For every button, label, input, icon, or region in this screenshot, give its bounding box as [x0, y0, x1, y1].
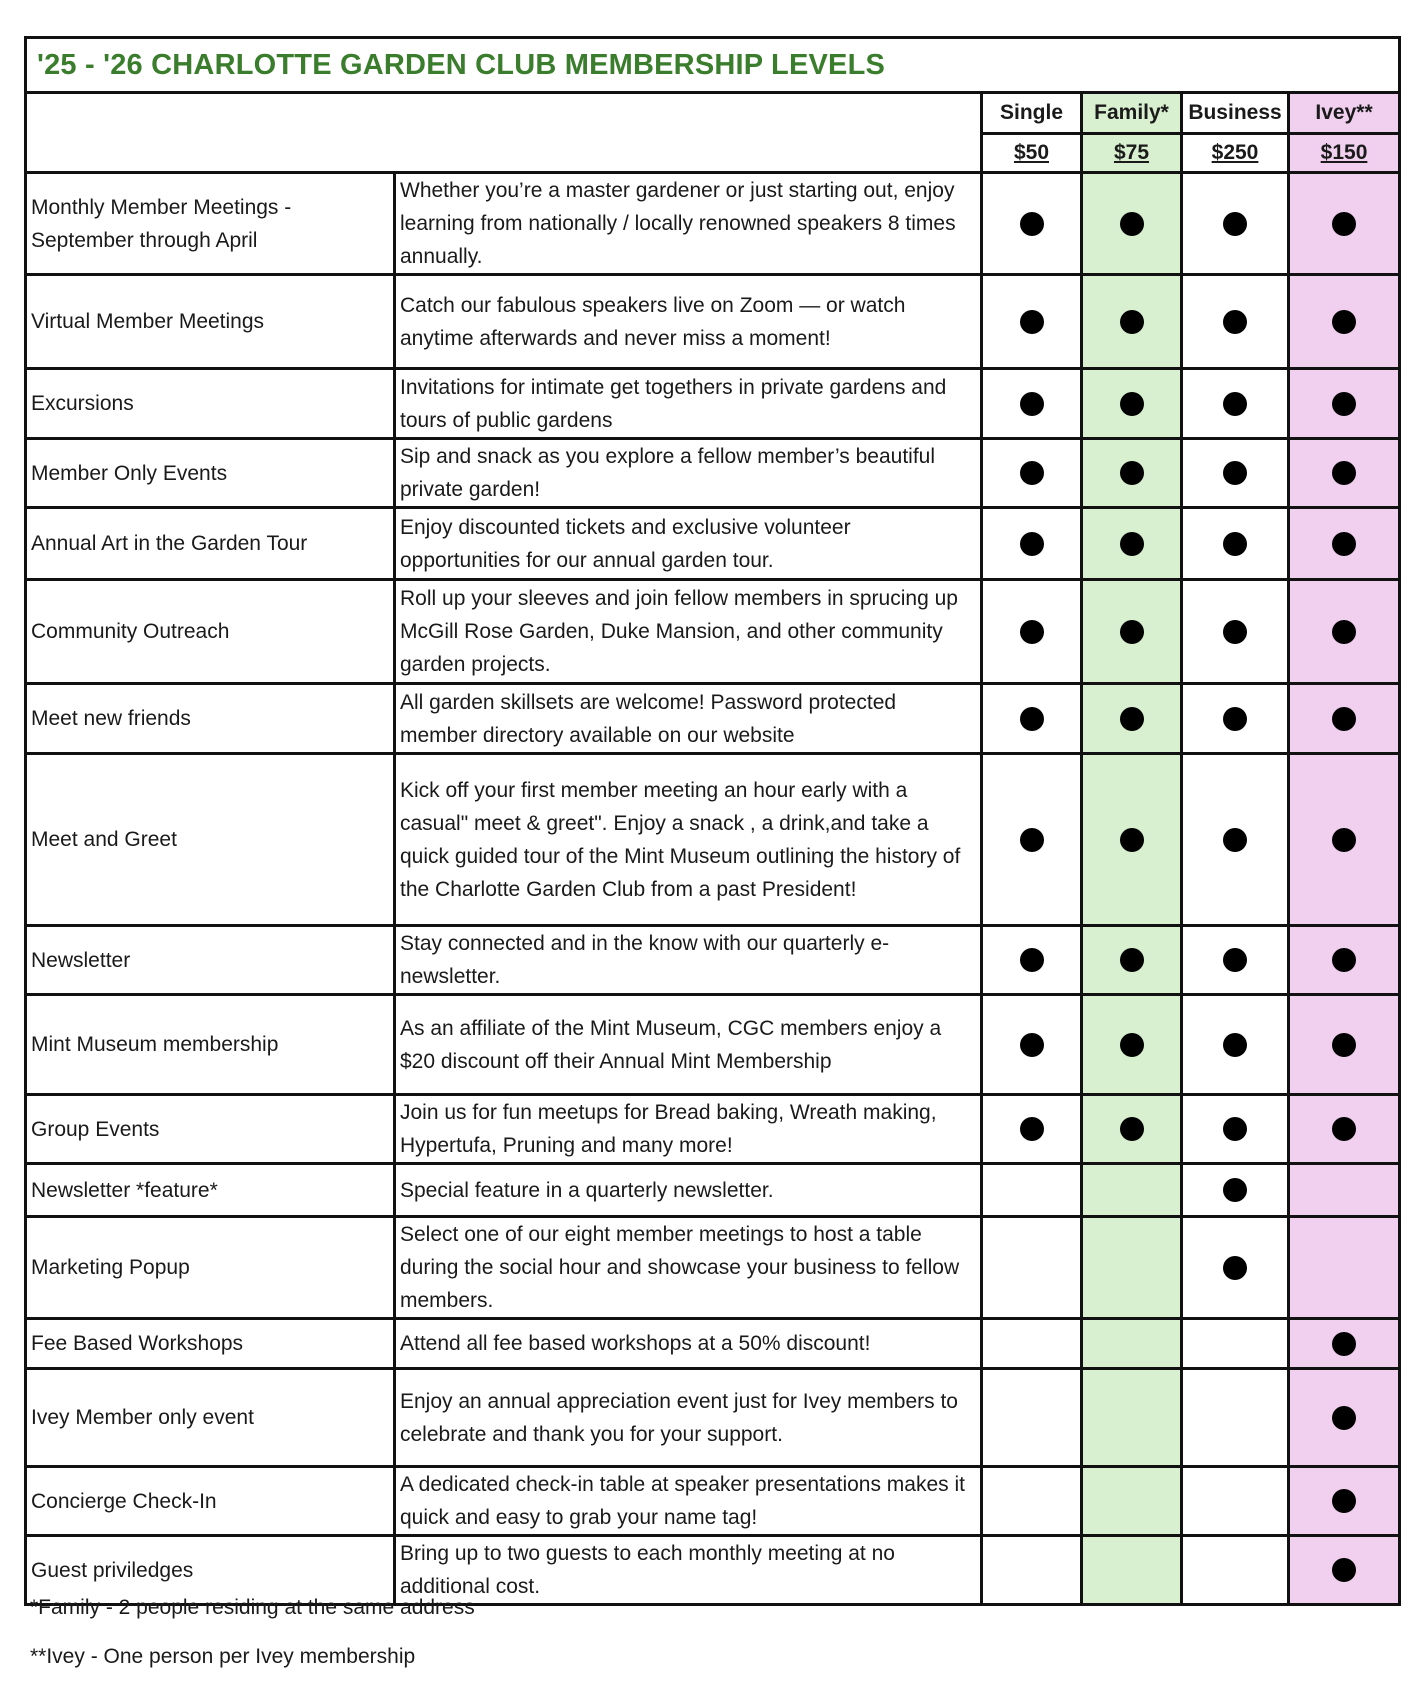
- included-dot-icon: [1332, 707, 1356, 731]
- table-row: [26, 926, 1400, 995]
- family-benefit-cell: [1082, 580, 1182, 684]
- single-benefit-cell: [982, 1217, 1082, 1319]
- single-benefit-cell: [982, 754, 1082, 926]
- feature-description: Roll up your sleeves and join fellow members in sprucing up McGill Rose Garden, Duke Mansion, and other community garden projects.: [395, 580, 982, 684]
- family-benefit-cell: [1082, 1095, 1182, 1164]
- included-dot-icon: [1120, 1117, 1144, 1141]
- family-benefit-cell: [1082, 439, 1182, 508]
- single-benefit-cell: [982, 926, 1082, 995]
- family-benefit-cell: [1082, 926, 1182, 995]
- single-benefit-cell: [982, 580, 1082, 684]
- level-single-name: Single: [982, 93, 1082, 134]
- level-business-name: Business: [1182, 93, 1289, 134]
- included-dot-icon: [1020, 948, 1044, 972]
- included-dot-icon: [1020, 1033, 1044, 1057]
- business-benefit-cell: [1182, 1164, 1289, 1217]
- business-benefit-cell: [1182, 1536, 1289, 1605]
- business-benefit-cell: [1182, 173, 1289, 275]
- family-benefit-cell: [1082, 508, 1182, 580]
- feature-name: Marketing Popup: [26, 1217, 395, 1319]
- family-benefit-cell: [1082, 1467, 1182, 1536]
- feature-description: Enjoy discounted tickets and exclusive volunteer opportunities for our annual garden tour.: [395, 508, 982, 580]
- business-benefit-cell: [1182, 995, 1289, 1095]
- included-dot-icon: [1120, 212, 1144, 236]
- included-dot-icon: [1223, 532, 1247, 556]
- table-row: [26, 1467, 1400, 1536]
- feature-description: Catch our fabulous speakers live on Zoom — or watch anytime afterwards and never miss a moment!: [395, 275, 982, 369]
- feature-name: Newsletter *feature*: [26, 1164, 395, 1217]
- family-benefit-cell: [1082, 275, 1182, 369]
- included-dot-icon: [1223, 620, 1247, 644]
- included-dot-icon: [1332, 1489, 1356, 1513]
- membership-sheet: [24, 36, 1398, 1606]
- included-dot-icon: [1120, 532, 1144, 556]
- ivey-benefit-cell: [1289, 1217, 1400, 1319]
- ivey-benefit-cell: [1289, 439, 1400, 508]
- business-benefit-cell: [1182, 439, 1289, 508]
- included-dot-icon: [1223, 1178, 1247, 1202]
- level-ivey-price: $150: [1289, 134, 1400, 173]
- included-dot-icon: [1332, 212, 1356, 236]
- included-dot-icon: [1223, 948, 1247, 972]
- feature-description: Enjoy an annual appreciation event just for Ivey members to celebrate and thank you for your support.: [395, 1369, 982, 1467]
- family-benefit-cell: [1082, 1217, 1182, 1319]
- feature-description: Invitations for intimate get togethers in private gardens and tours of public gardens: [395, 369, 982, 439]
- business-benefit-cell: [1182, 1095, 1289, 1164]
- ivey-benefit-cell: [1289, 754, 1400, 926]
- business-benefit-cell: [1182, 754, 1289, 926]
- business-benefit-cell: [1182, 1369, 1289, 1467]
- ivey-benefit-cell: [1289, 508, 1400, 580]
- included-dot-icon: [1223, 392, 1247, 416]
- family-benefit-cell: [1082, 369, 1182, 439]
- included-dot-icon: [1020, 310, 1044, 334]
- footnote-family: *Family - 2 people residing at the same address: [30, 1596, 475, 1619]
- single-benefit-cell: [982, 1369, 1082, 1467]
- included-dot-icon: [1332, 1117, 1356, 1141]
- included-dot-icon: [1332, 310, 1356, 334]
- business-benefit-cell: [1182, 369, 1289, 439]
- feature-name: Concierge Check-In: [26, 1467, 395, 1536]
- business-benefit-cell: [1182, 275, 1289, 369]
- ivey-benefit-cell: [1289, 684, 1400, 754]
- included-dot-icon: [1120, 461, 1144, 485]
- feature-name: Mint Museum membership: [26, 995, 395, 1095]
- table-row: [26, 275, 1400, 369]
- level-business-price: $250: [1182, 134, 1289, 173]
- included-dot-icon: [1332, 1033, 1356, 1057]
- family-benefit-cell: [1082, 684, 1182, 754]
- ivey-benefit-cell: [1289, 1536, 1400, 1605]
- table-row: [26, 1164, 1400, 1217]
- page-title: '25 - '26 CHARLOTTE GARDEN CLUB MEMBERSHIP LEVELS: [26, 38, 1400, 93]
- business-benefit-cell: [1182, 580, 1289, 684]
- ivey-benefit-cell: [1289, 1095, 1400, 1164]
- table-row: [26, 439, 1400, 508]
- included-dot-icon: [1120, 828, 1144, 852]
- feature-description: Attend all fee based workshops at a 50% discount!: [395, 1319, 982, 1369]
- included-dot-icon: [1332, 1406, 1356, 1430]
- feature-description: Select one of our eight member meetings to host a table during the social hour and showcase your business to fellow members.: [395, 1217, 982, 1319]
- included-dot-icon: [1020, 620, 1044, 644]
- single-benefit-cell: [982, 1095, 1082, 1164]
- feature-name: Meet and Greet: [26, 754, 395, 926]
- family-benefit-cell: [1082, 995, 1182, 1095]
- included-dot-icon: [1120, 310, 1144, 334]
- included-dot-icon: [1020, 1117, 1044, 1141]
- family-benefit-cell: [1082, 173, 1182, 275]
- single-benefit-cell: [982, 369, 1082, 439]
- table-row: [26, 369, 1400, 439]
- included-dot-icon: [1223, 212, 1247, 236]
- feature-description: A dedicated check-in table at speaker presentations makes it quick and easy to grab your name tag!: [395, 1467, 982, 1536]
- included-dot-icon: [1020, 828, 1044, 852]
- feature-description: Special feature in a quarterly newsletter.: [395, 1164, 982, 1217]
- included-dot-icon: [1120, 948, 1144, 972]
- table-row: [26, 1369, 1400, 1467]
- feature-description: All garden skillsets are welcome! Password protected member directory available on our website: [395, 684, 982, 754]
- table-row: [26, 754, 1400, 926]
- business-benefit-cell: [1182, 926, 1289, 995]
- ivey-benefit-cell: [1289, 1319, 1400, 1369]
- family-benefit-cell: [1082, 754, 1182, 926]
- included-dot-icon: [1020, 707, 1044, 731]
- business-benefit-cell: [1182, 1217, 1289, 1319]
- family-benefit-cell: [1082, 1164, 1182, 1217]
- included-dot-icon: [1223, 1033, 1247, 1057]
- included-dot-icon: [1223, 310, 1247, 334]
- ivey-benefit-cell: [1289, 173, 1400, 275]
- business-benefit-cell: [1182, 1467, 1289, 1536]
- family-benefit-cell: [1082, 1369, 1182, 1467]
- business-benefit-cell: [1182, 1319, 1289, 1369]
- ivey-benefit-cell: [1289, 580, 1400, 684]
- feature-name: Excursions: [26, 369, 395, 439]
- feature-name: Newsletter: [26, 926, 395, 995]
- single-benefit-cell: [982, 173, 1082, 275]
- single-benefit-cell: [982, 275, 1082, 369]
- included-dot-icon: [1223, 1256, 1247, 1280]
- feature-description: As an affiliate of the Mint Museum, CGC members enjoy a $20 discount off their Annual Mint Membership: [395, 995, 982, 1095]
- feature-description: Join us for fun meetups for Bread baking, Wreath making, Hypertufa, Pruning and many more!: [395, 1095, 982, 1164]
- feature-name: Virtual Member Meetings: [26, 275, 395, 369]
- included-dot-icon: [1332, 461, 1356, 485]
- table-row: [26, 173, 1400, 275]
- level-family-name: Family*: [1082, 93, 1182, 134]
- ivey-benefit-cell: [1289, 1164, 1400, 1217]
- included-dot-icon: [1332, 532, 1356, 556]
- ivey-benefit-cell: [1289, 995, 1400, 1095]
- feature-name: Ivey Member only event: [26, 1369, 395, 1467]
- table-row: [26, 1536, 1400, 1605]
- single-benefit-cell: [982, 995, 1082, 1095]
- included-dot-icon: [1332, 1558, 1356, 1582]
- single-benefit-cell: [982, 1536, 1082, 1605]
- single-benefit-cell: [982, 684, 1082, 754]
- footnote-ivey: **Ivey - One person per Ivey membership: [30, 1645, 416, 1668]
- feature-name: Guest priviledges: [26, 1536, 395, 1605]
- ivey-benefit-cell: [1289, 1467, 1400, 1536]
- included-dot-icon: [1332, 392, 1356, 416]
- feature-name: Monthly Member Meetings - September through April: [26, 173, 395, 275]
- level-name-row: [26, 93, 1400, 134]
- feature-description: Stay connected and in the know with our quarterly e-newsletter.: [395, 926, 982, 995]
- included-dot-icon: [1120, 1033, 1144, 1057]
- feature-name: Annual Art in the Garden Tour: [26, 508, 395, 580]
- family-benefit-cell: [1082, 1536, 1182, 1605]
- included-dot-icon: [1332, 1332, 1356, 1356]
- single-benefit-cell: [982, 1467, 1082, 1536]
- header-blank: [26, 93, 982, 173]
- table-row: [26, 684, 1400, 754]
- level-family-price: $75: [1082, 134, 1182, 173]
- included-dot-icon: [1332, 620, 1356, 644]
- feature-name: Group Events: [26, 1095, 395, 1164]
- included-dot-icon: [1020, 532, 1044, 556]
- feature-description: Sip and snack as you explore a fellow member’s beautiful private garden!: [395, 439, 982, 508]
- title-row: [26, 38, 1400, 93]
- ivey-benefit-cell: [1289, 369, 1400, 439]
- feature-name: Community Outreach: [26, 580, 395, 684]
- included-dot-icon: [1332, 828, 1356, 852]
- family-benefit-cell: [1082, 1319, 1182, 1369]
- ivey-benefit-cell: [1289, 275, 1400, 369]
- feature-name: Fee Based Workshops: [26, 1319, 395, 1369]
- ivey-benefit-cell: [1289, 1369, 1400, 1467]
- table-row: [26, 1095, 1400, 1164]
- included-dot-icon: [1020, 212, 1044, 236]
- included-dot-icon: [1223, 1117, 1247, 1141]
- table-row: [26, 580, 1400, 684]
- included-dot-icon: [1020, 392, 1044, 416]
- feature-name: Meet new friends: [26, 684, 395, 754]
- feature-description: Bring up to two guests to each monthly meeting at no additional cost.: [395, 1536, 982, 1605]
- level-ivey-name: Ivey**: [1289, 93, 1400, 134]
- feature-description: Whether you’re a master gardener or just starting out, enjoy learning from nationally / locally renowned speakers 8 times annually.: [395, 173, 982, 275]
- feature-description: Kick off your first member meeting an hour early with a casual" meet & greet". Enjoy a snack , a drink,and take a quick guided tour of the Mint Museum outlining the history of the Charlotte Garden Club from a past President!: [395, 754, 982, 926]
- table-row: [26, 508, 1400, 580]
- single-benefit-cell: [982, 508, 1082, 580]
- included-dot-icon: [1223, 461, 1247, 485]
- table-row: [26, 995, 1400, 1095]
- single-benefit-cell: [982, 1319, 1082, 1369]
- included-dot-icon: [1020, 461, 1044, 485]
- membership-table: [24, 36, 1401, 1606]
- included-dot-icon: [1120, 392, 1144, 416]
- included-dot-icon: [1223, 707, 1247, 731]
- business-benefit-cell: [1182, 508, 1289, 580]
- single-benefit-cell: [982, 1164, 1082, 1217]
- table-row: [26, 1217, 1400, 1319]
- business-benefit-cell: [1182, 684, 1289, 754]
- feature-name: Member Only Events: [26, 439, 395, 508]
- table-row: [26, 1319, 1400, 1369]
- included-dot-icon: [1223, 828, 1247, 852]
- single-benefit-cell: [982, 439, 1082, 508]
- included-dot-icon: [1120, 707, 1144, 731]
- ivey-benefit-cell: [1289, 926, 1400, 995]
- level-single-price: $50: [982, 134, 1082, 173]
- included-dot-icon: [1120, 620, 1144, 644]
- included-dot-icon: [1332, 948, 1356, 972]
